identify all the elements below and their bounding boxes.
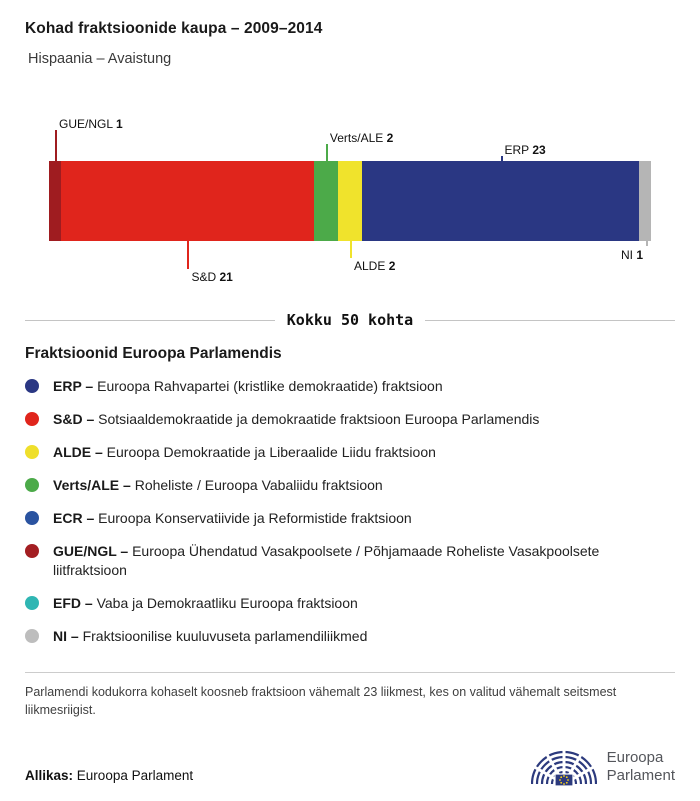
legend-item-label: NI – Fraktsioonilise kuuluvuseta parlamendiliikmed	[53, 628, 368, 644]
page-title: Kohad fraktsioonide kaupa – 2009–2014	[25, 20, 323, 37]
legend-item	[25, 594, 675, 613]
source-line	[25, 768, 193, 783]
stacked-bar	[49, 161, 651, 241]
legend-item	[25, 627, 675, 646]
legend-item-label: ERP – Euroopa Rahvapartei (kristlike demokraatide) fraktsioon	[53, 378, 443, 394]
legend-color-dot	[25, 478, 39, 492]
legend-list	[25, 377, 675, 646]
european-parliament-logo-block	[531, 743, 675, 791]
legend-item	[25, 476, 675, 495]
legend-color-dot	[25, 511, 39, 525]
legend-item-label: ALDE – Euroopa Demokraatide ja Liberaalide Liidu fraktsioon	[53, 444, 436, 460]
legend-item	[25, 443, 675, 462]
bar-segment-alde	[338, 161, 362, 241]
bar-segment-gue-ngl	[49, 161, 61, 241]
legend-color-dot	[25, 379, 39, 393]
total-seats-row	[25, 311, 675, 329]
legend-item-label: GUE/NGL – Euroopa Ühendatud Vasakpoolsete / Põhjamaade Roheliste Vasakpoolsete liitfraktsioon	[53, 543, 600, 578]
legend-item-label: EFD – Vaba ja Demokraatliku Euroopa fraktsioon	[53, 595, 358, 611]
page-subtitle: Hispaania – Avaistung	[28, 51, 172, 67]
legend-item	[25, 509, 675, 528]
legend-color-dot	[25, 544, 39, 558]
divider-line-left	[25, 320, 275, 321]
european-parliament-logo-icon	[531, 743, 597, 791]
legend-item	[25, 377, 675, 396]
divider-line-right	[425, 320, 675, 321]
chart-bottom-labels: S&D 21 ALDE 2 NI 1	[49, 241, 651, 287]
legend-color-dot	[25, 596, 39, 610]
legend-color-dot	[25, 629, 39, 643]
bar-segment-s-d	[61, 161, 314, 241]
bar-segment-ni	[639, 161, 651, 241]
european-parliament-logo-text: Euroopa Parlament	[606, 749, 675, 784]
total-seats-label: Kokku 50 kohta	[286, 311, 414, 329]
seat-chart	[49, 117, 651, 287]
chart-top-labels: GUE/NGL 1 Verts/ALE 2 ERP 23	[49, 117, 651, 161]
legend-item-label: S&D – Sotsiaaldemokraatide ja demokraatide fraktsioon Euroopa Parlamendis	[53, 411, 540, 427]
legend-item-label: Verts/ALE – Roheliste / Euroopa Vabaliidu fraktsioon	[53, 477, 383, 493]
legend-color-dot	[25, 412, 39, 426]
bar-segment-verts-ale	[314, 161, 338, 241]
bar-segment-erp	[362, 161, 639, 241]
source-label: Allikas:	[25, 768, 74, 783]
footnote: Parlamendi kodukorra kohaselt koosneb fraktsioon vähemalt 23 liikmest, kes on valitud vähemalt seitsmest liikmesriigist.	[25, 685, 617, 717]
footer	[25, 743, 675, 791]
legend-item-label: ECR – Euroopa Konservatiivide ja Reformistide fraktsioon	[53, 510, 412, 526]
legend-title: Fraktsioonid Euroopa Parlamendis	[25, 345, 282, 362]
legend-item	[25, 410, 675, 429]
legend-item	[25, 542, 675, 580]
legend-color-dot	[25, 445, 39, 459]
source-value: Euroopa Parlament	[76, 768, 194, 783]
note-divider	[25, 672, 675, 673]
